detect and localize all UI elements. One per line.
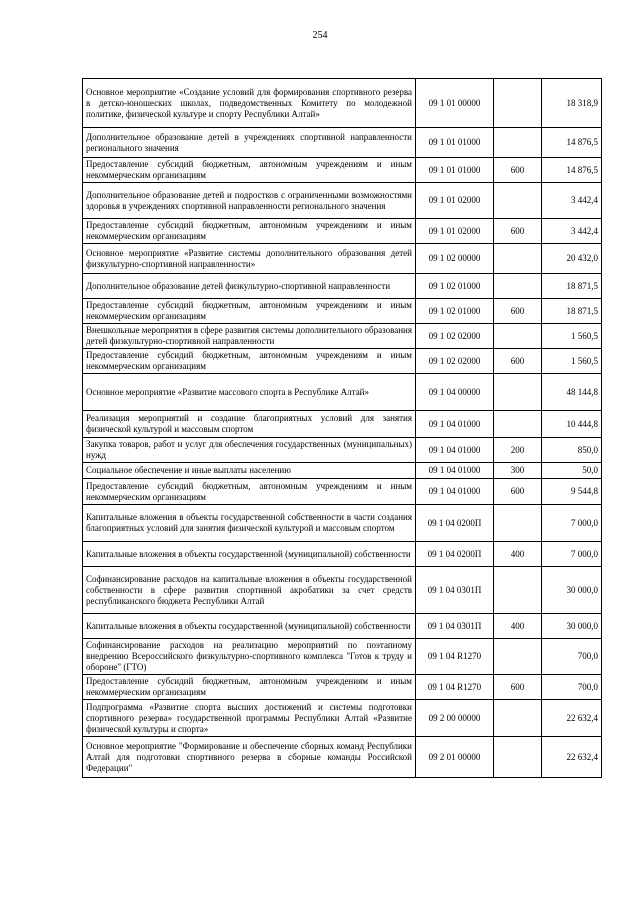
row-sum: 850,0 <box>542 438 602 463</box>
row-sum: 10 444,8 <box>542 411 602 438</box>
table-row <box>83 299 602 324</box>
row-code: 09 1 02 02000 <box>416 324 494 349</box>
row-type <box>494 737 542 778</box>
row-sum: 3 442,4 <box>542 183 602 219</box>
row-name: Предоставление субсидий бюджетным, автономным учреждениям и иным некоммерческим организациям <box>83 349 416 374</box>
row-sum: 22 632,4 <box>542 700 602 737</box>
table-row <box>83 505 602 542</box>
row-type: 300 <box>494 463 542 479</box>
row-sum: 20 432,0 <box>542 244 602 274</box>
table-row <box>83 700 602 737</box>
row-sum: 7 000,0 <box>542 505 602 542</box>
table-row <box>83 411 602 438</box>
table-row <box>83 374 602 411</box>
row-code: 09 1 04 01000 <box>416 479 494 505</box>
row-code: 09 1 04 0301П <box>416 614 494 639</box>
row-sum: 14 876,5 <box>542 158 602 183</box>
row-code: 09 1 02 00000 <box>416 244 494 274</box>
row-code: 09 1 01 01000 <box>416 158 494 183</box>
row-name: Основное мероприятие «Развитие системы дополнительного образования детей физкультурно-спортивной направленности» <box>83 244 416 274</box>
table-row <box>83 183 602 219</box>
row-code: 09 1 02 01000 <box>416 274 494 299</box>
row-code: 09 1 04 R1270 <box>416 639 494 675</box>
row-name: Основное мероприятие «Создание условий для формирования спортивного резерва в детско-юношеских школах, подведомственных Комитету по молодежной политике, физической культуре и спорту Республики Алтай» <box>83 79 416 128</box>
row-code: 09 1 04 0200П <box>416 505 494 542</box>
table-row <box>83 542 602 567</box>
row-type <box>494 183 542 219</box>
page-number: 254 <box>312 30 328 41</box>
table-row <box>83 639 602 675</box>
row-sum: 50,0 <box>542 463 602 479</box>
row-name: Внешкольные мероприятия в сфере развития системы дополнительного образования детей физкультурно-спортивной направленности <box>83 324 416 349</box>
table-row <box>83 79 602 128</box>
row-code: 09 1 02 01000 <box>416 299 494 324</box>
row-code: 09 1 01 02000 <box>416 183 494 219</box>
table-row <box>83 567 602 614</box>
budget-table <box>82 78 602 778</box>
row-sum: 18 871,5 <box>542 274 602 299</box>
table-row <box>83 737 602 778</box>
row-type <box>494 700 542 737</box>
table-row <box>83 324 602 349</box>
row-type <box>494 374 542 411</box>
table-row <box>83 463 602 479</box>
row-type: 600 <box>494 675 542 700</box>
row-sum: 22 632,4 <box>542 737 602 778</box>
row-name: Софинансирование расходов на капитальные вложения в объекты государственной собственности в сфере развития спортивной акробатики за счет средств республиканского бюджета Республики Алтай <box>83 567 416 614</box>
table-row <box>83 158 602 183</box>
row-name: Закупка товаров, работ и услуг для обеспечения государственных (муниципальных) нужд <box>83 438 416 463</box>
row-sum: 700,0 <box>542 675 602 700</box>
row-name: Предоставление субсидий бюджетным, автономным учреждениям и иным некоммерческим организациям <box>83 299 416 324</box>
row-type: 200 <box>494 438 542 463</box>
row-name: Дополнительное образование детей физкультурно-спортивной направленности <box>83 274 416 299</box>
row-type <box>494 274 542 299</box>
row-code: 09 1 04 0200П <box>416 542 494 567</box>
table-row <box>83 244 602 274</box>
row-sum: 7 000,0 <box>542 542 602 567</box>
table-row <box>83 479 602 505</box>
row-name: Предоставление субсидий бюджетным, автономным учреждениям и иным некоммерческим организациям <box>83 479 416 505</box>
row-type: 600 <box>494 349 542 374</box>
row-code: 09 1 04 01000 <box>416 463 494 479</box>
row-type <box>494 411 542 438</box>
row-code: 09 1 04 01000 <box>416 411 494 438</box>
row-sum: 48 144,8 <box>542 374 602 411</box>
row-code: 09 1 04 00000 <box>416 374 494 411</box>
row-name: Подпрограмма «Развитие спорта высших достижений и системы подготовки спортивного резерва» государственной программы Республики Алтай «Развитие физической культуры и спорта» <box>83 700 416 737</box>
row-sum: 30 000,0 <box>542 567 602 614</box>
table-row <box>83 219 602 244</box>
row-sum: 30 000,0 <box>542 614 602 639</box>
row-sum: 14 876,5 <box>542 128 602 158</box>
row-sum: 700,0 <box>542 639 602 675</box>
row-name: Капитальные вложения в объекты государственной (муниципальной) собственности <box>83 542 416 567</box>
row-name: Дополнительное образование детей и подростков с ограниченными возможностями здоровья в учреждениях спортивной направленности регионального значения <box>83 183 416 219</box>
table-row <box>83 349 602 374</box>
row-type <box>494 567 542 614</box>
row-type <box>494 505 542 542</box>
row-type: 400 <box>494 542 542 567</box>
row-name: Реализация мероприятий и создание благоприятных условий для занятия физической культурой и массовым спортом <box>83 411 416 438</box>
table-row <box>83 274 602 299</box>
row-sum: 18 318,9 <box>542 79 602 128</box>
table-row <box>83 128 602 158</box>
row-name: Социальное обеспечение и иные выплаты населению <box>83 463 416 479</box>
row-sum: 1 560,5 <box>542 324 602 349</box>
row-name: Основное мероприятие "Формирование и обеспечение сборных команд Республики Алтай для подготовки спортивного резерва в сборные команды Российской Федерации" <box>83 737 416 778</box>
row-code: 09 1 01 01000 <box>416 128 494 158</box>
row-sum: 3 442,4 <box>542 219 602 244</box>
row-sum: 1 560,5 <box>542 349 602 374</box>
row-code: 09 2 01 00000 <box>416 737 494 778</box>
row-type: 600 <box>494 299 542 324</box>
row-type: 400 <box>494 614 542 639</box>
row-code: 09 1 01 00000 <box>416 79 494 128</box>
row-name: Капитальные вложения в объекты государственной (муниципальной) собственности <box>83 614 416 639</box>
row-type <box>494 324 542 349</box>
row-name: Предоставление субсидий бюджетным, автономным учреждениям и иным некоммерческим организациям <box>83 158 416 183</box>
row-name: Предоставление субсидий бюджетным, автономным учреждениям и иным некоммерческим организациям <box>83 219 416 244</box>
row-code: 09 1 01 02000 <box>416 219 494 244</box>
row-sum: 18 871,5 <box>542 299 602 324</box>
row-type <box>494 244 542 274</box>
row-sum: 9 544,8 <box>542 479 602 505</box>
row-code: 09 1 04 0301П <box>416 567 494 614</box>
row-name: Софинансирование расходов на реализацию мероприятий по поэтапному внедрению Всероссийского физкультурно-спортивного комплекса "Готов к труду и обороне" (ГТО) <box>83 639 416 675</box>
row-type <box>494 639 542 675</box>
row-code: 09 2 00 00000 <box>416 700 494 737</box>
table-row <box>83 438 602 463</box>
table-row <box>83 614 602 639</box>
row-type: 600 <box>494 158 542 183</box>
table-row <box>83 675 602 700</box>
table-body <box>83 79 602 778</box>
row-code: 09 1 04 R1270 <box>416 675 494 700</box>
row-code: 09 1 02 02000 <box>416 349 494 374</box>
row-code: 09 1 04 01000 <box>416 438 494 463</box>
row-name: Капитальные вложения в объекты государственной собственности в части создания благоприятных условий для занятия физической культурой и массовым спортом <box>83 505 416 542</box>
row-name: Дополнительное образование детей в учреждениях спортивной направленности регионального значения <box>83 128 416 158</box>
row-type: 600 <box>494 479 542 505</box>
row-type: 600 <box>494 219 542 244</box>
row-type <box>494 79 542 128</box>
row-name: Основное мероприятие «Развитие массового спорта в Республике Алтай» <box>83 374 416 411</box>
row-name: Предоставление субсидий бюджетным, автономным учреждениям и иным некоммерческим организациям <box>83 675 416 700</box>
row-type <box>494 128 542 158</box>
